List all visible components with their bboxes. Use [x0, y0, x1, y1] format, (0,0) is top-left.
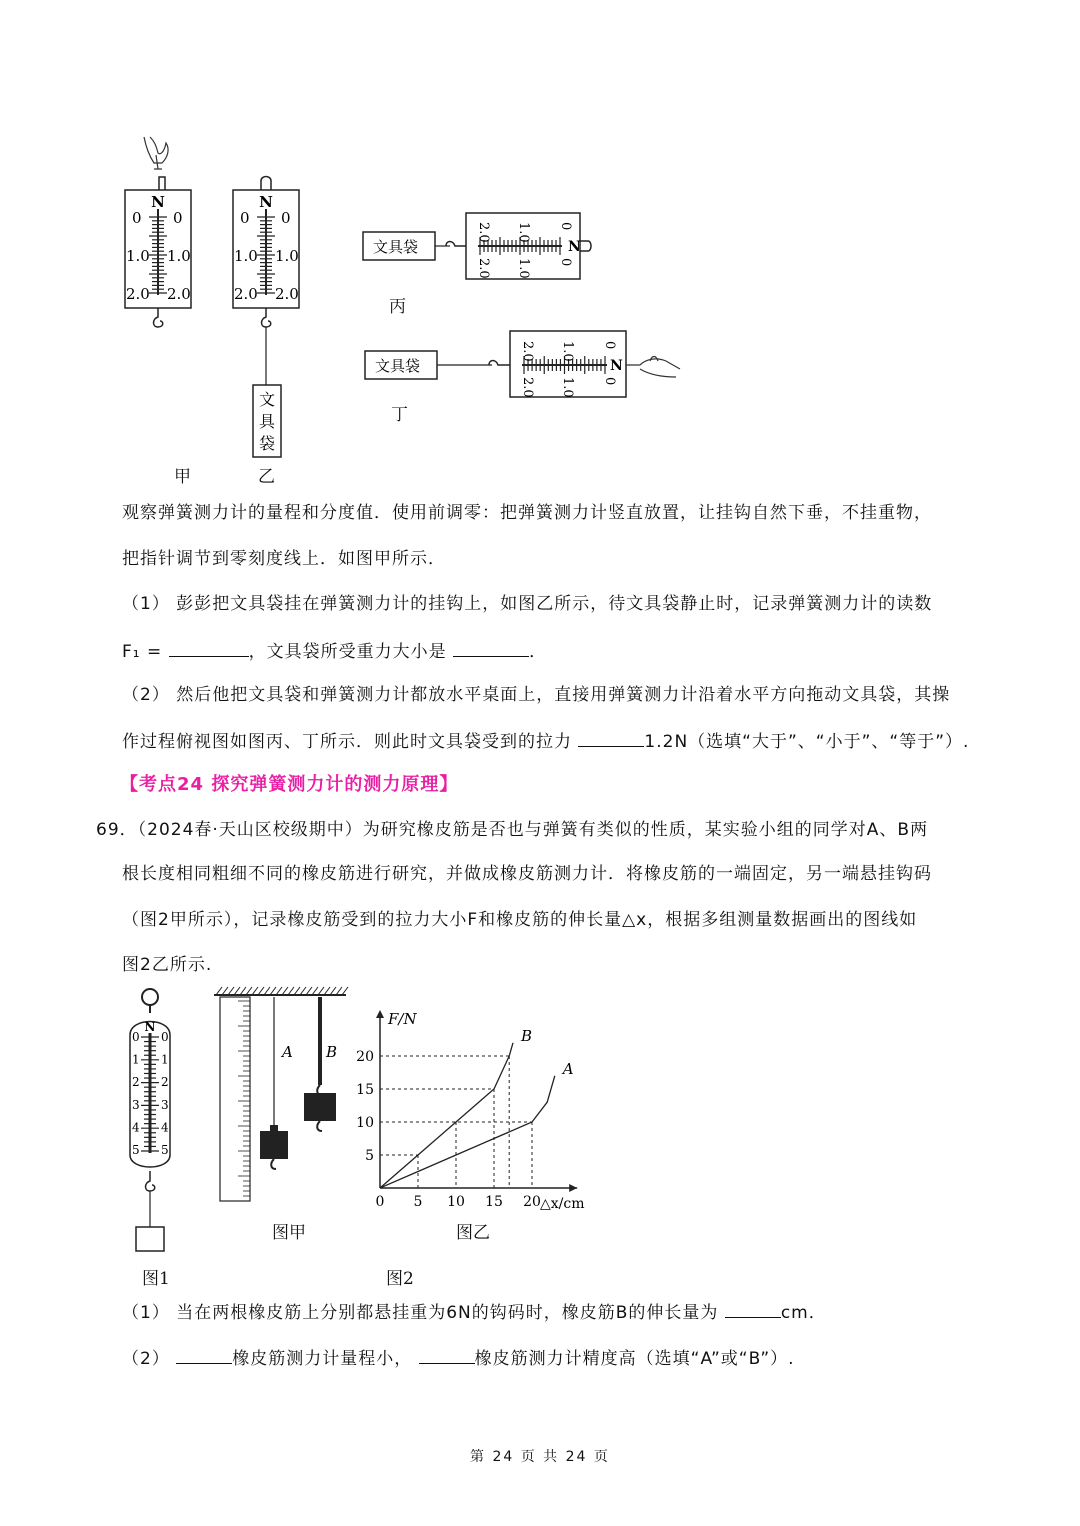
x-tick-label: 15: [485, 1194, 503, 1210]
svg-text:5: 5: [132, 1143, 140, 1157]
label-ding: 丁: [391, 405, 408, 425]
page-footer: 第 24 页 共 24 页: [470, 1449, 610, 1465]
q69-2: （2） 橡皮筋测力计量程小， 橡皮筋测力计精度高（选填“A”或“B”）.: [122, 1349, 795, 1369]
hand-icon: [626, 357, 680, 378]
p69-line-1: 69．（2024春·天山区校级期中）为研究橡皮筋是否也与弹簧有类似的性质，某实验小组的同学对A、B两: [96, 820, 929, 840]
answer-blank-extension[interactable]: [725, 1301, 781, 1318]
svg-text:0: 0: [558, 222, 573, 231]
svg-text:1.0: 1.0: [516, 222, 531, 243]
svg-text:2.0: 2.0: [126, 285, 150, 303]
caption-tu1: 图1: [142, 1269, 170, 1289]
svg-text:0: 0: [132, 209, 142, 227]
svg-text:1.0: 1.0: [560, 377, 575, 398]
svg-text:0: 0: [132, 1030, 140, 1044]
spring-scale-yi: [233, 177, 299, 458]
svg-text:1.0: 1.0: [516, 258, 531, 279]
caption-tuyi: 图乙: [456, 1223, 490, 1243]
answer-blank-precision[interactable]: [419, 1347, 475, 1364]
svg-text:2.0: 2.0: [476, 258, 491, 279]
rubber-band-setup: [214, 987, 348, 1201]
svg-text:1: 1: [132, 1052, 140, 1067]
x-tick-label: 20: [523, 1194, 541, 1210]
series-label-A: A: [562, 1059, 574, 1078]
svg-text:文具袋: 文具袋: [375, 357, 421, 375]
label-bing: 丙: [389, 297, 406, 317]
unit-n: N: [151, 193, 165, 211]
spring-scale-ding: [365, 331, 680, 398]
answer-blank-f1[interactable]: [169, 640, 249, 657]
spring-scale-jia: [125, 177, 191, 327]
svg-text:2.0: 2.0: [520, 341, 535, 362]
spring-scale-bing: [363, 213, 591, 279]
caption-tujia: 图甲: [272, 1223, 306, 1243]
caption-tu2: 图2: [386, 1269, 414, 1289]
figure-2: [110, 985, 350, 1255]
svg-text:1.0: 1.0: [275, 247, 299, 265]
y-axis-label: F/N: [388, 1010, 417, 1028]
svg-text:0: 0: [173, 209, 183, 227]
svg-text:0: 0: [602, 377, 617, 386]
svg-text:袋: 袋: [258, 434, 276, 453]
answer-blank-range[interactable]: [176, 1347, 232, 1364]
svg-text:1.0: 1.0: [560, 341, 575, 362]
figure-1: [110, 125, 710, 495]
svg-text:2.0: 2.0: [234, 285, 258, 303]
answer-blank-pull[interactable]: [578, 730, 644, 747]
svg-text:2: 2: [161, 1075, 169, 1090]
intro-line-1: 观察弹簧测力计的量程和分度值．使用前调零：把弹簧测力计竖直放置，让挂钩自然下垂，不挂重物，: [122, 503, 932, 523]
y-tick-label: 10: [356, 1115, 374, 1131]
svg-text:0: 0: [161, 1030, 169, 1044]
spring-scale-fig1: [130, 989, 170, 1251]
svg-text:1.0: 1.0: [167, 247, 191, 265]
y-tick-label: 5: [365, 1148, 374, 1164]
y-tick-label: 20: [356, 1049, 374, 1065]
svg-text:0: 0: [240, 209, 250, 227]
x-axis-label: △x/cm: [540, 1196, 585, 1212]
svg-text:1: 1: [161, 1052, 169, 1067]
svg-text:N: N: [610, 358, 623, 374]
svg-text:A: A: [282, 1043, 293, 1061]
svg-text:文具袋: 文具袋: [373, 238, 419, 256]
series-line-B: [380, 1043, 513, 1188]
force-extension-chart: [356, 1000, 660, 1220]
svg-text:2: 2: [132, 1075, 140, 1090]
q1-line-2: F₁ = ，文具袋所受重力大小是 ．: [122, 642, 548, 662]
series-line-A: [380, 1076, 555, 1188]
svg-text:0: 0: [602, 341, 617, 350]
svg-text:3: 3: [161, 1097, 169, 1112]
svg-text:B: B: [326, 1043, 338, 1061]
svg-text:2.0: 2.0: [476, 222, 491, 243]
svg-text:N: N: [144, 1020, 156, 1034]
series-label-B: B: [521, 1026, 533, 1045]
svg-text:N: N: [568, 239, 581, 255]
svg-text:2.0: 2.0: [275, 285, 299, 303]
x-tick-label: 0: [375, 1194, 385, 1210]
hand-icon: [144, 137, 168, 169]
svg-text:文: 文: [258, 390, 276, 409]
x-tick-label: 10: [447, 1194, 465, 1210]
label-jia: 甲: [174, 467, 191, 487]
x-tick-label: 5: [413, 1194, 423, 1210]
section-heading: 【考点24 探究弹簧测力计的测力原理】: [120, 774, 459, 795]
svg-text:0: 0: [558, 258, 573, 267]
label-yi: 乙: [258, 467, 275, 487]
intro-line-2: 把指针调节到零刻度线上．如图甲所示．: [122, 549, 446, 569]
svg-text:N: N: [259, 193, 273, 211]
svg-text:4: 4: [161, 1120, 169, 1135]
svg-text:2.0: 2.0: [520, 377, 535, 398]
svg-text:3: 3: [132, 1097, 140, 1112]
p69-line-3: （图2甲所示），记录橡皮筋受到的拉力大小F和橡皮筋的伸长量△x，根据多组测量数据画出的图线如: [122, 910, 918, 930]
y-tick-label: 15: [356, 1082, 374, 1098]
answer-blank-gravity[interactable]: [453, 640, 529, 657]
svg-text:2.0: 2.0: [167, 285, 191, 303]
svg-text:0: 0: [281, 209, 291, 227]
q69-1: （1） 当在两根橡皮筋上分别都悬挂重为6N的钩码时，橡皮筋B的伸长量为 cm．: [122, 1303, 827, 1323]
svg-text:4: 4: [132, 1120, 140, 1135]
svg-text:5: 5: [161, 1143, 169, 1157]
q1-line-1: （1） 彭彭把文具袋挂在弹簧测力计的挂钩上，如图乙所示，待文具袋静止时，记录弹簧测力计的读数: [122, 594, 933, 614]
svg-text:1.0: 1.0: [234, 247, 258, 265]
p69-line-2: 根长度相同粗细不同的橡皮筋进行研究，并做成橡皮筋测力计．将橡皮筋的一端固定，另一端悬挂钩码: [122, 864, 932, 884]
q2-line-1: （2） 然后他把文具袋和弹簧测力计都放水平桌面上，直接用弹簧测力计沿着水平方向拖动文具袋，其操: [122, 685, 951, 705]
p69-line-4: 图2乙所示.: [122, 955, 213, 975]
svg-text:具: 具: [258, 412, 276, 431]
q2-line-2: 作过程俯视图如图丙、丁所示．则此时文具袋受到的拉力 1.2N（选填“大于”、“小于”、“等于”）.: [122, 732, 970, 752]
svg-text:1.0: 1.0: [126, 247, 150, 265]
